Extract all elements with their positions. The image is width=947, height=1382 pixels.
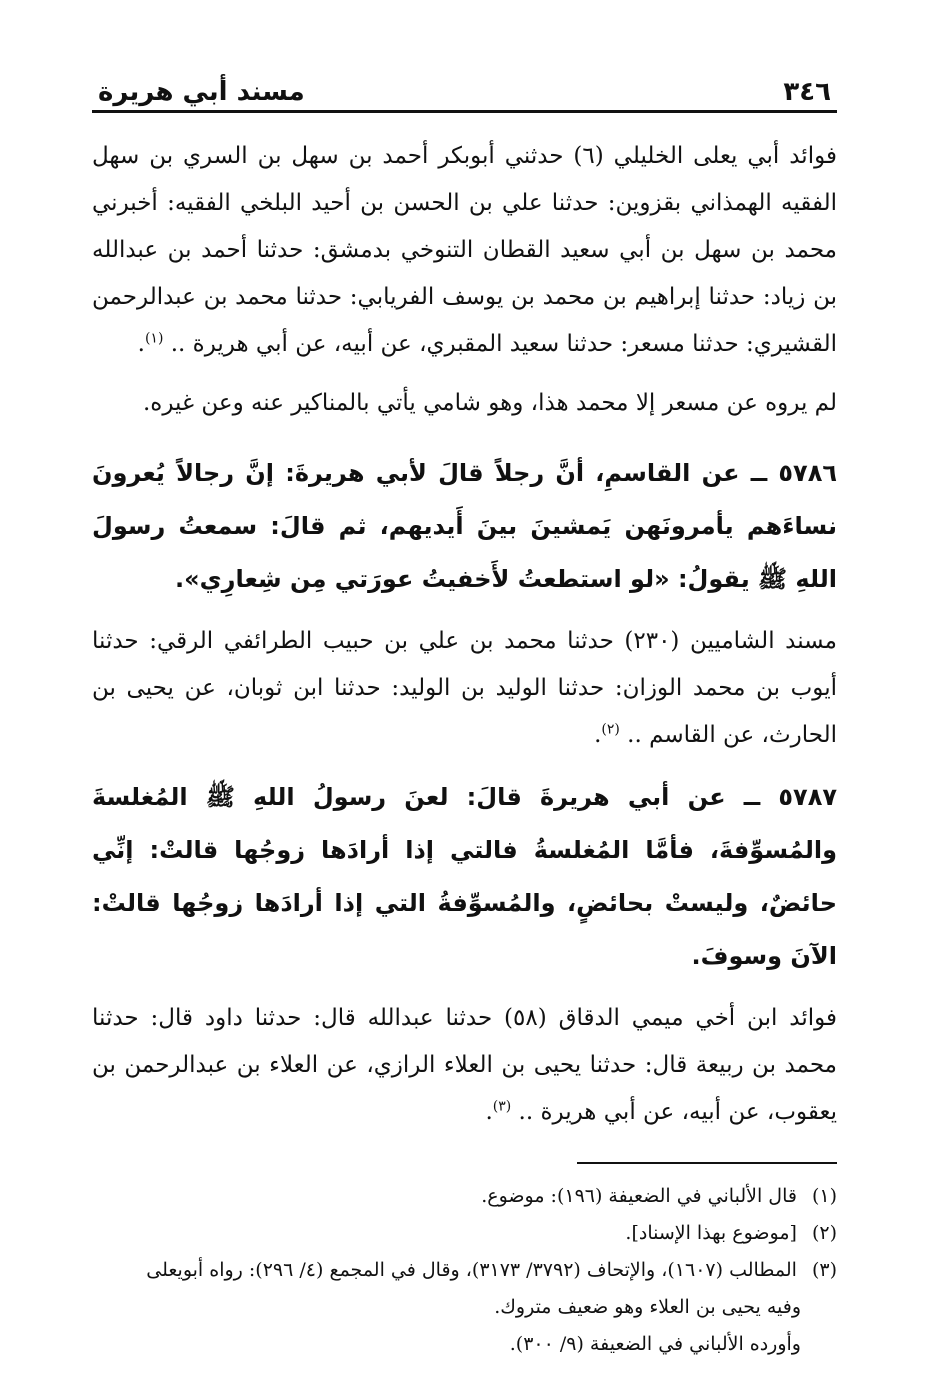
book-page: [92, 72, 837, 1363]
hadith-5786: ٥٧٨٦ ــ عن القاسمِ، أنَّ رجلاً قالَ لأبي هريرةَ: إنَّ رجالاً يُعرونَ نساءَهم يأمرونَهن يَمشينَ بينَ أَيديهم، ثم قالَ: سمعتُ رسولَ اللهِ ﷺ يقولُ: «لو استطعتُ لأَخفيتُ عورَتي مِن شِعارِي».: [92, 459, 837, 593]
footnote-text-3: المطالب (١٦٠٧)، والإتحاف (٣٧٩٢/ ٣١٧٣)، وقال في المجمع (٤/ ٢٩٦): رواه أبويعلى: [146, 1259, 797, 1281]
footnote-ref-2: (٢): [601, 721, 620, 738]
footnote-ref-3: (٣): [492, 1098, 512, 1115]
footnote-3-line-2: وفيه يحيى بن العلاء وهو ضعيف متروك.: [494, 1296, 801, 1318]
source-text-3: فوائد ابن أخي ميمي الدقاق (٥٨) حدثنا عبدالله قال: حدثنا داود قال: حدثنا محمد بن ربيعة قال: حدثنا يحيى بن العلاء الرازي، عن العلاء بن عبدالرحمن بن يعقوب، عن أبيه، عن أبي هريرة ..: [92, 1005, 837, 1125]
source-paragraph-1: [92, 133, 837, 368]
footnote-separator: [577, 1162, 837, 1164]
footnote-2: [92, 1215, 837, 1252]
source-end-3: .: [485, 1099, 493, 1125]
footnote-1: [92, 1178, 837, 1215]
footnote-number-2: (٢): [811, 1222, 837, 1244]
source-end-2: .: [594, 722, 602, 748]
comment-paragraph: لم يروه عن مسعر إلا محمد هذا، وهو شامي يأتي بالمناكير عنه وعن غيره.: [143, 390, 837, 416]
footnote-number-3: (٣): [811, 1259, 837, 1281]
footnote-3: [92, 1252, 837, 1289]
source-text-1: فوائد أبي يعلى الخليلي (٦) حدثني أبوبكر أحمد بن سهل بن السري بن سهل الفقيه الهمذاني بقزوين: حدثنا علي بن الحسن بن أحيد البلخي الفقيه: أخبرني محمد بن سهل بن أبي سعيد القطان التنوخي بدمشق: حدثنا أحمد بن عبدالله بن زياد: حدثنا إبراهيم بن محمد بن يوسف الفريابي: حدثنا محمد بن عبدالرحمن القشيري: حدثنا مسعر: حدثنا سعيد المقبري، عن أبيه، عن أبي هريرة ..: [92, 143, 837, 357]
running-header: [92, 72, 837, 113]
footnote-text-1: قال الألباني في الضعيفة (١٩٦): موضوع.: [481, 1185, 797, 1207]
footnote-text-2: [موضوع بهذا الإسناد].: [625, 1222, 797, 1244]
source-text-2: مسند الشاميين (٢٣٠) حدثنا محمد بن علي بن حبيب الطرائفي الرقي: حدثنا أيوب بن محمد الوزان: حدثنا الوليد بن الوليد: حدثنا ابن ثوبان، عن يحيى بن الحارث، عن القاسم ..: [92, 628, 837, 748]
source-end-1: .: [137, 331, 145, 357]
footnotes: [92, 1178, 837, 1363]
running-title: مسند أبي هريرة: [98, 77, 305, 107]
hadith-5787: ٥٧٨٧ ــ عن أبي هريرةَ قالَ: لعنَ رسولُ اللهِ ﷺ المُغلسةَ والمُسوِّفةَ، فأمَّا المُغلسةُ فالتي إذا أرادَها زوجُها قالتْ: إنِّي حائضٌ، وليستْ بحائضٍ، والمُسوِّفةُ التي إذا أرادَها زوجُها قالتْ: الآنَ وسوفَ.: [92, 783, 837, 970]
footnote-ref-1: (١): [144, 330, 164, 347]
page-number: ٣٤٦: [783, 77, 831, 107]
source-paragraph-2: [92, 618, 837, 759]
footnote-3-line-3: وأورده الألباني في الضعيفة (٩/ ٣٠٠).: [509, 1333, 801, 1355]
footnote-number-1: (١): [811, 1185, 837, 1207]
source-paragraph-3: [92, 995, 837, 1136]
